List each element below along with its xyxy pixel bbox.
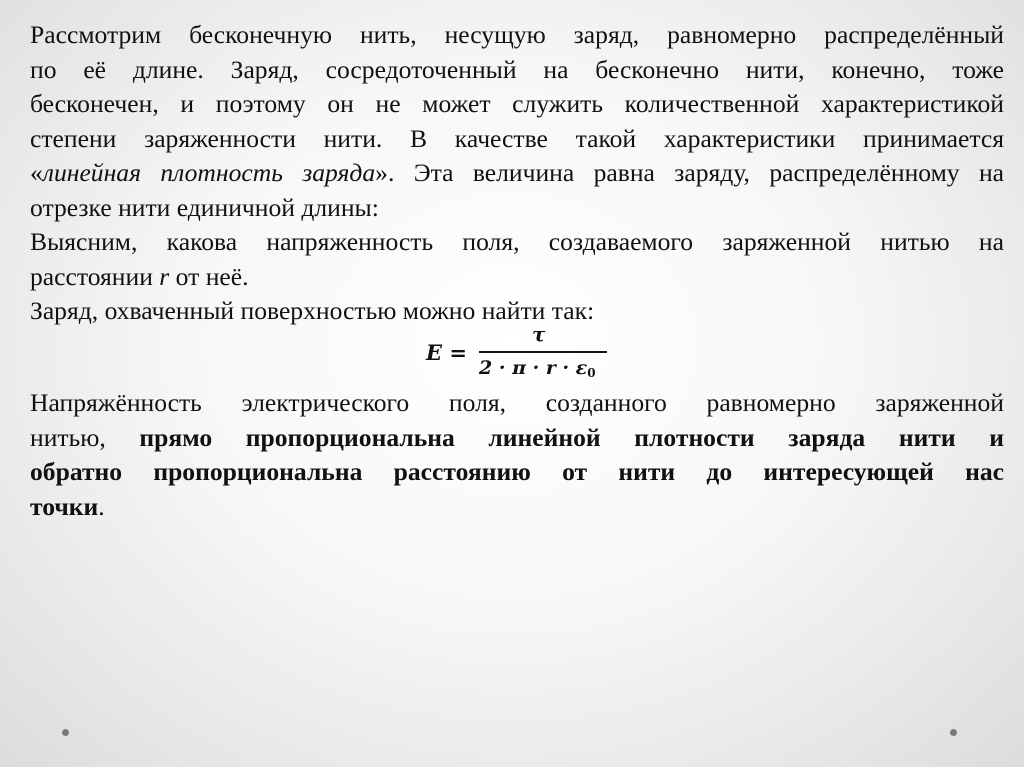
text-line: «линейная плотность заряда». Эта величина равна заряду, распределённому на bbox=[30, 158, 1004, 187]
paragraph-thread-intro bbox=[30, 18, 1004, 225]
fraction-bar bbox=[479, 351, 607, 353]
text-line: Выясним, какова напряженность поля, создаваемого заряженной нитью на bbox=[30, 227, 1004, 256]
variable-r: r bbox=[159, 261, 170, 291]
text-line: Рассмотрим бесконечную нить, несущую заряд, равномерно распределённый bbox=[30, 20, 1004, 49]
text-line: степени заряженности нити. В качестве такой характеристики принимается bbox=[30, 123, 1004, 153]
formula-denominator: $2 \cdot \pi \cdot r \cdot \varepsilon_0$ bbox=[479, 357, 596, 380]
term-linear-charge-density: линейная плотность заряда bbox=[42, 158, 376, 187]
text-line: бесконечен, и поэтому он не может служить количественной характеристикой bbox=[30, 89, 1004, 118]
text-line: Напряжённость электрического поля, созданного равномерно заряженной bbox=[30, 388, 1004, 417]
text-line: отрезке нити единичной длины: bbox=[30, 192, 379, 222]
corner-dot-right bbox=[950, 729, 957, 736]
paragraph-conclusion bbox=[30, 386, 1004, 524]
corner-dot-left bbox=[62, 729, 69, 736]
text-line: точки. bbox=[30, 491, 105, 521]
paragraph-field-question bbox=[30, 225, 1004, 294]
formula-lhs: E = bbox=[426, 340, 467, 365]
formula-field-strength bbox=[426, 320, 616, 384]
text-line: по её длине. Заряд, сосредоточенный на бесконечно нити, конечно, тоже bbox=[30, 54, 1004, 84]
emphasis-point: точки bbox=[30, 491, 99, 521]
text-line: расстоянии r от неё. bbox=[30, 261, 249, 291]
emphasis-proportional: прямо пропорциональна линейной плотности заряда нити и bbox=[139, 422, 1005, 452]
text-line: обратно пропорциональна расстоянию от нити до интересующей нас bbox=[30, 457, 1004, 486]
text-line: нитью, прямо пропорциональна линейной плотности заряда нити и bbox=[30, 422, 1005, 452]
formula-numerator: τ bbox=[532, 322, 546, 346]
text-line: Заряд, охваченный поверхностью можно найти так: bbox=[30, 296, 595, 325]
